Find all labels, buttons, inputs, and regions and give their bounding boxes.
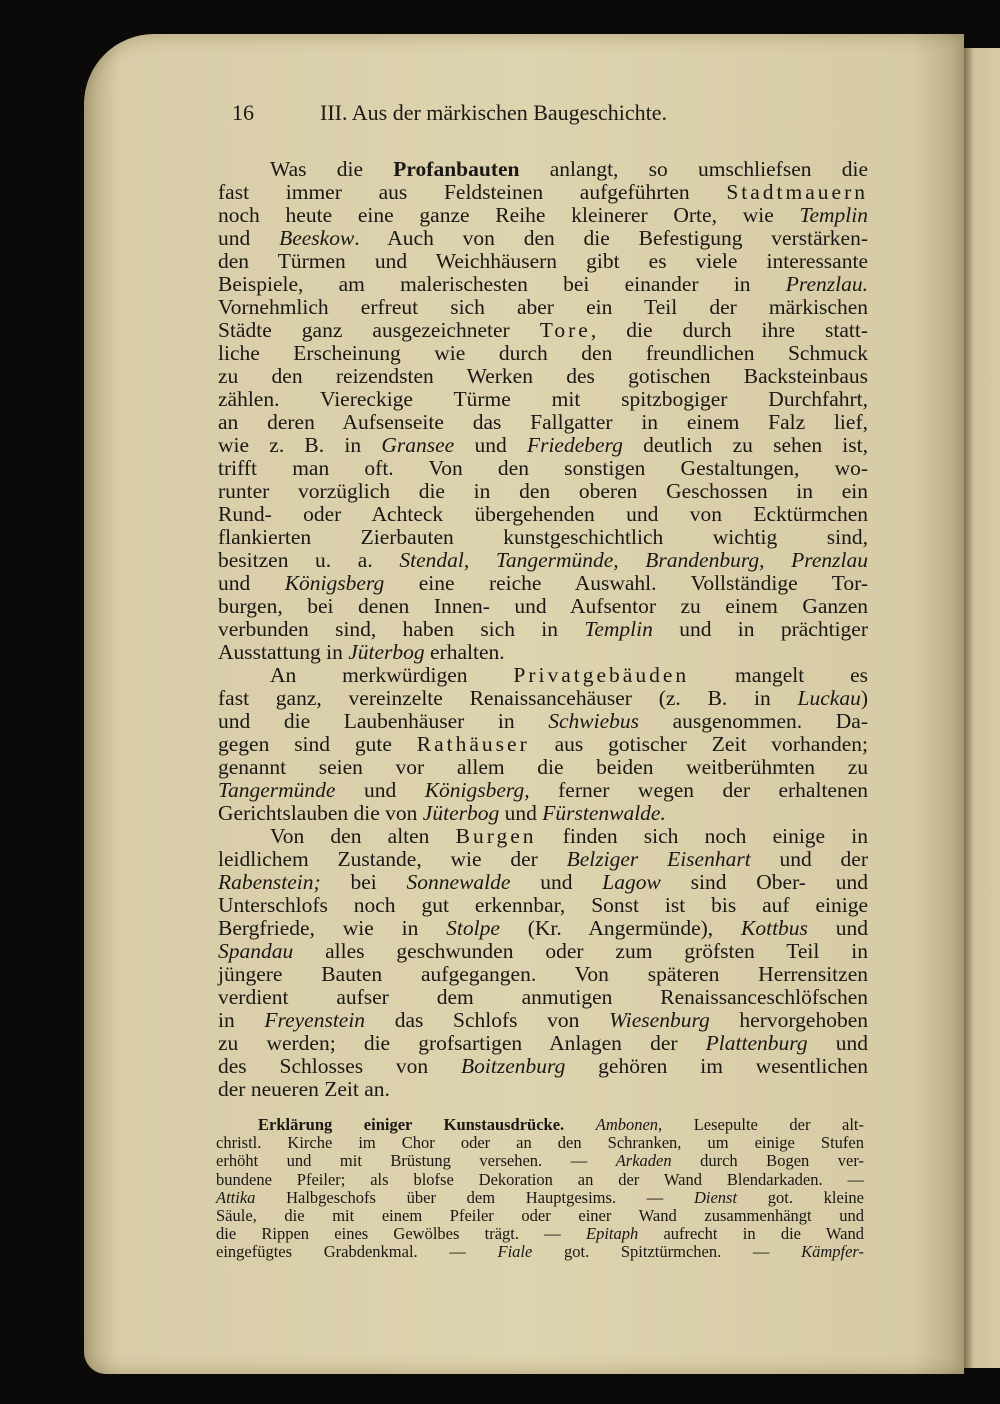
text-run: hervorgehoben bbox=[709, 1008, 868, 1032]
text-run: Säule, die mit einem Pfeiler oder einer Wand zusammenhängt und bbox=[216, 1205, 864, 1225]
text-line bbox=[218, 158, 868, 181]
text-line bbox=[218, 434, 868, 457]
text-run: (Kr. Angermünde), bbox=[499, 916, 742, 940]
text-run: Unterschlofs noch gut erkennbar, Sonst ist bis auf einige bbox=[218, 893, 868, 917]
text-run: noch heute eine ganze Reihe kleinerer Orte, wie bbox=[218, 203, 800, 227]
text-run: ) bbox=[860, 686, 868, 710]
italic-term: Königsberg bbox=[284, 571, 385, 595]
italic-term: Tangermünde bbox=[218, 778, 336, 802]
italic-term: Ambonen, bbox=[595, 1115, 663, 1134]
text-run: und bbox=[218, 226, 280, 250]
spaced-term: Tore bbox=[539, 318, 591, 342]
text-run: und bbox=[454, 433, 527, 457]
text-run: und bbox=[807, 1031, 868, 1055]
text-line bbox=[218, 710, 868, 733]
italic-term: Friedeberg bbox=[526, 433, 623, 457]
text-line bbox=[216, 1152, 864, 1170]
text-line bbox=[218, 986, 868, 1009]
italic-term: Jüterbog bbox=[422, 801, 500, 825]
text-run: ferner wegen der erhaltenen bbox=[529, 778, 868, 802]
text-line bbox=[218, 273, 868, 296]
text-run: An merkwürdigen bbox=[270, 663, 514, 687]
text-run: zu werden; die grofsartigen Anlagen der bbox=[218, 1031, 706, 1055]
italic-term: Templin bbox=[799, 203, 868, 227]
text-run: zu den reizendsten Werken des gotischen Backsteinbaus bbox=[218, 364, 868, 388]
text-run: Halbgeschofs über dem Hauptgesims. — bbox=[255, 1187, 694, 1207]
text-run: fast ganz, vereinzelte Renaissancehäuser (z. B. in bbox=[218, 686, 798, 710]
italic-term: Beeskow bbox=[279, 226, 355, 250]
text-line bbox=[218, 411, 868, 434]
text-run: wie z. B. in bbox=[218, 433, 382, 457]
text-line bbox=[218, 319, 868, 342]
text-run: aus gotischer Zeit vorhanden; bbox=[529, 732, 868, 756]
italic-term: Prenzlau. bbox=[785, 272, 868, 296]
text-run: . Auch von den die Befestigung verstärken- bbox=[354, 226, 869, 250]
text-line bbox=[218, 296, 868, 319]
text-line bbox=[218, 779, 868, 802]
text-run: runter vorzüglich die in den oberen Geschossen in ein bbox=[218, 479, 868, 503]
text-run: got. Spitztürmchen. — bbox=[532, 1242, 802, 1262]
text-run: Von den alten bbox=[270, 824, 456, 848]
text-run: erhalten. bbox=[424, 640, 505, 664]
body-text bbox=[218, 158, 868, 1101]
text-run: bei bbox=[320, 870, 407, 894]
bold-term: Erklärung einiger Kunstausdrücke. bbox=[258, 1115, 565, 1134]
text-line bbox=[218, 342, 868, 365]
text-line bbox=[218, 204, 868, 227]
text-run: Rund- oder Achteck übergehenden und von Ecktürmchen bbox=[218, 502, 868, 526]
italic-term: Wiesenburg bbox=[609, 1008, 710, 1032]
text-run: in bbox=[218, 1008, 265, 1032]
text-line bbox=[218, 365, 868, 388]
footnote-glossary bbox=[216, 1116, 864, 1262]
bold-term: Profanbauten bbox=[393, 157, 520, 181]
text-line bbox=[218, 825, 868, 848]
text-run: Städte ganz ausgezeichneter bbox=[218, 318, 540, 342]
text-run: , die durch ihre statt- bbox=[590, 318, 868, 342]
text-line bbox=[218, 1055, 868, 1078]
text-run: Lesepulte der alt- bbox=[662, 1115, 864, 1134]
text-run: deutlich zu sehen ist, bbox=[622, 433, 868, 457]
text-run: Gerichtslauben die von bbox=[218, 801, 423, 825]
text-run: und bbox=[218, 571, 285, 595]
text-run: christl. Kirche im Chor oder an den Schranken, um einige Stufen bbox=[216, 1133, 864, 1153]
text-line bbox=[218, 549, 868, 572]
text-line bbox=[218, 756, 868, 779]
text-run: den Türmen und Weichhäusern gibt es viele interessante bbox=[218, 249, 868, 273]
text-line bbox=[218, 1078, 868, 1101]
page-number: 16 bbox=[232, 100, 254, 125]
text-run: flankierten Zierbauten kunstgeschichtlich wichtig sind, bbox=[218, 525, 868, 549]
text-run: liche Erscheinung wie durch den freundlichen Schmuck bbox=[218, 341, 868, 365]
italic-term: Rabenstein; bbox=[218, 870, 321, 894]
text-run: bundene Pfeiler; als blofse Dekoration an der Wand Blendarkaden. — bbox=[216, 1169, 864, 1189]
text-run: erhöht und mit Brüstung versehen. — bbox=[216, 1151, 616, 1171]
text-line bbox=[218, 963, 868, 986]
text-line bbox=[218, 480, 868, 503]
text-run: Beispiele, am malerischesten bei einander in bbox=[218, 272, 786, 296]
text-run: ausgenommen. Da- bbox=[639, 709, 868, 733]
text-line bbox=[218, 641, 868, 664]
text-run: an deren Aufsenseite das Fallgatter in einem Falz lief, bbox=[218, 410, 868, 434]
text-run: und in prächtiger bbox=[652, 617, 868, 641]
text-run: und bbox=[807, 916, 868, 940]
spaced-term: Stadtmauern bbox=[726, 180, 868, 204]
italic-term: Kämpfer- bbox=[801, 1242, 864, 1262]
text-run: gegen sind gute bbox=[218, 732, 417, 756]
text-run: und bbox=[510, 870, 603, 894]
spaced-term: Burgen bbox=[455, 824, 537, 848]
text-run: Vornehmlich erfreut sich aber ein Teil der märkischen bbox=[218, 295, 868, 319]
italic-term: Plattenburg bbox=[705, 1031, 808, 1055]
text-line bbox=[216, 1116, 864, 1134]
text-line bbox=[218, 503, 868, 526]
text-line bbox=[218, 664, 868, 687]
text-line bbox=[216, 1225, 864, 1243]
text-run: Bergfriede, wie in bbox=[218, 916, 447, 940]
text-run: leidlichem Zustande, wie der bbox=[218, 847, 567, 871]
italic-term: Boitzenburg bbox=[461, 1054, 566, 1078]
italic-term: Spandau bbox=[218, 939, 294, 963]
text-line bbox=[218, 457, 868, 480]
text-line bbox=[216, 1207, 864, 1225]
running-title: III. Aus der märkischen Baugeschichte. bbox=[320, 100, 667, 125]
text-run: eine reiche Auswahl. Vollständige Tor- bbox=[384, 571, 869, 595]
italic-term: Freyenstein bbox=[264, 1008, 366, 1032]
text-line bbox=[218, 802, 868, 825]
spaced-term: Rathäuser bbox=[416, 732, 530, 756]
text-line bbox=[218, 250, 868, 273]
text-run: genannt seien vor allem die beiden weitberühmten zu bbox=[218, 755, 868, 779]
text-run: eingefügtes Grabdenkmal. — bbox=[216, 1242, 498, 1262]
text-line bbox=[218, 1032, 868, 1055]
italic-term: Epitaph bbox=[585, 1224, 639, 1244]
text-line bbox=[218, 388, 868, 411]
text-run: gehören im wesentlichen bbox=[565, 1054, 868, 1078]
text-run: finden sich noch einige in bbox=[536, 824, 868, 848]
italic-term: Stolpe bbox=[446, 916, 500, 940]
text-run: durch Bogen ver- bbox=[671, 1151, 864, 1171]
italic-term: Kottbus bbox=[741, 916, 808, 940]
text-line bbox=[218, 572, 868, 595]
text-run: verdient aufser dem anmutigen Renaissanceschlöfschen bbox=[218, 985, 868, 1009]
italic-term: Königsberg, bbox=[424, 778, 530, 802]
italic-term: Templin bbox=[584, 617, 653, 641]
text-line bbox=[218, 940, 868, 963]
text-run: jüngere Bauten aufgegangen. Von späteren Herrensitzen bbox=[218, 962, 868, 986]
text-run: fast immer aus Feldsteinen aufgeführten bbox=[218, 180, 727, 204]
text-run: mangelt es bbox=[689, 663, 869, 687]
italic-term: Sonnewalde bbox=[406, 870, 511, 894]
text-run: und die Laubenhäuser in bbox=[218, 709, 549, 733]
text-run: got. kleine bbox=[737, 1187, 864, 1207]
text-line bbox=[218, 526, 868, 549]
text-run: das Schlofs von bbox=[365, 1008, 610, 1032]
adjacent-page-edge bbox=[962, 48, 1000, 1368]
text-run: alles geschwunden oder zum gröfsten Teil in bbox=[293, 939, 868, 963]
text-run: Ausstattung in bbox=[218, 640, 349, 664]
text-line bbox=[216, 1189, 864, 1207]
italic-term: Schwiebus bbox=[548, 709, 639, 733]
text-run: und bbox=[335, 778, 425, 802]
text-line bbox=[218, 595, 868, 618]
text-run: verbunden sind, haben sich in bbox=[218, 617, 585, 641]
italic-term: Fürstenwalde. bbox=[542, 801, 666, 825]
text-line bbox=[216, 1171, 864, 1189]
text-run: anlangt, so umschliefsen die bbox=[519, 157, 869, 181]
text-run: besitzen u. a. bbox=[218, 548, 400, 572]
italic-term: Jüterbog bbox=[348, 640, 425, 664]
text-line bbox=[218, 1009, 868, 1032]
text-line bbox=[218, 181, 868, 204]
text-line bbox=[218, 687, 868, 710]
text-run: zählen. Viereckige Türme mit spitzbogiger Durchfahrt, bbox=[218, 387, 868, 411]
text-line bbox=[218, 894, 868, 917]
text-line bbox=[218, 917, 868, 940]
italic-term: Fiale bbox=[497, 1242, 533, 1262]
text-run: und der bbox=[750, 847, 868, 871]
text-run: sind Ober- und bbox=[660, 870, 868, 894]
text-line bbox=[218, 618, 868, 641]
text-run: des Schlosses von bbox=[218, 1054, 462, 1078]
text-line bbox=[218, 227, 868, 250]
text-line bbox=[216, 1134, 864, 1152]
italic-term: Gransee bbox=[381, 433, 455, 457]
text-run: trifft man oft. Von den sonstigen Gestaltungen, wo- bbox=[218, 456, 868, 480]
text-run: burgen, bei denen Innen- und Aufsentor zu einem Ganzen bbox=[218, 594, 868, 618]
text-line bbox=[218, 871, 868, 894]
text-run: aufrecht in die Wand bbox=[638, 1224, 864, 1244]
text-run: und bbox=[499, 801, 543, 825]
text-line bbox=[216, 1243, 864, 1261]
italic-term: Dienst bbox=[693, 1187, 738, 1207]
text-run: die Rippen eines Gewölbes trägt. — bbox=[216, 1224, 586, 1244]
spaced-term: Privatgebäuden bbox=[513, 663, 690, 687]
italic-term: Stendal, Tangermünde, Brandenburg, Prenzlau bbox=[399, 548, 868, 572]
text-run: Was die bbox=[270, 157, 394, 181]
italic-term: Lagow bbox=[602, 870, 661, 894]
text-run bbox=[564, 1115, 596, 1134]
text-line bbox=[218, 733, 868, 756]
text-line bbox=[218, 848, 868, 871]
italic-term: Arkaden bbox=[615, 1151, 672, 1171]
italic-term: Luckau bbox=[797, 686, 861, 710]
italic-term: Attika bbox=[216, 1187, 256, 1207]
text-run: der neueren Zeit an. bbox=[218, 1077, 390, 1101]
italic-term: Belziger Eisenhart bbox=[566, 847, 751, 871]
